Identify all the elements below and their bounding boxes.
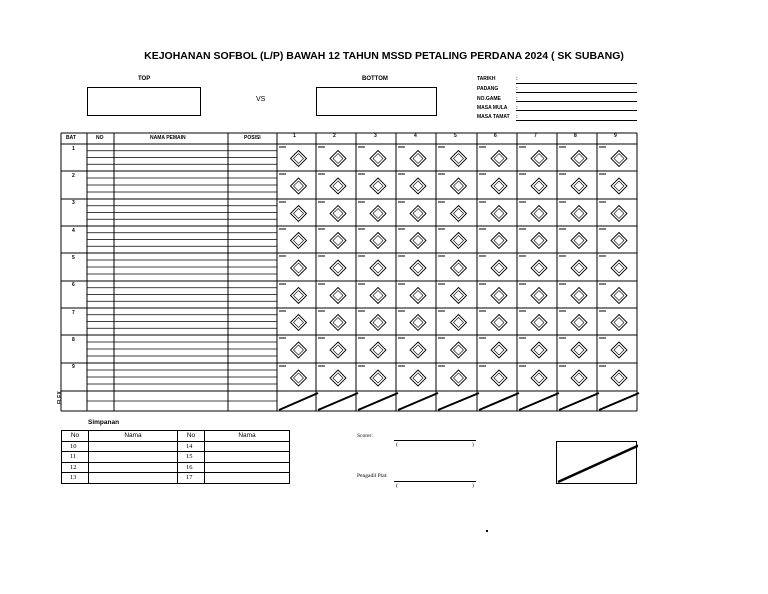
sub-name[interactable]: [205, 473, 290, 484]
base-diamond-inner: [413, 318, 423, 328]
base-diamond-inner: [494, 291, 504, 301]
inning-header: 4: [414, 133, 417, 139]
base-diamond: [611, 288, 627, 304]
base-diamond: [611, 233, 627, 249]
inning-header: 3: [374, 133, 377, 139]
inning-header: 9: [614, 133, 617, 139]
base-diamond: [451, 151, 467, 167]
base-diamond: [410, 151, 426, 167]
table-row: [62, 441, 290, 452]
base-diamond: [611, 260, 627, 276]
sub-name[interactable]: [205, 462, 290, 473]
base-diamond: [291, 370, 307, 386]
base-diamond-inner: [574, 373, 584, 383]
bat-number: 6: [72, 282, 75, 288]
sub-name[interactable]: [89, 441, 178, 452]
base-diamond-inner: [614, 291, 624, 301]
base-diamond: [370, 233, 386, 249]
base-diamond-inner: [534, 291, 544, 301]
base-diamond-inner: [614, 209, 624, 219]
base-diamond: [330, 233, 346, 249]
base-diamond-inner: [494, 263, 504, 273]
base-diamond-inner: [373, 291, 383, 301]
flex-slash: [398, 393, 438, 410]
header-bat: BAT: [66, 135, 76, 141]
base-diamond-inner: [333, 154, 343, 164]
bat-number: 8: [72, 337, 75, 343]
base-diamond-inner: [534, 209, 544, 219]
base-diamond: [531, 206, 547, 222]
bat-number: 7: [72, 310, 75, 316]
base-diamond: [330, 151, 346, 167]
sub-no: 16: [178, 462, 205, 473]
subs-table: [61, 430, 290, 484]
info-sep: :: [516, 96, 518, 102]
base-diamond: [370, 151, 386, 167]
base-diamond: [531, 315, 547, 331]
sub-no: 12: [62, 462, 89, 473]
base-diamond-inner: [333, 345, 343, 355]
base-diamond-inner: [294, 181, 304, 191]
sub-no: 17: [178, 473, 205, 484]
base-diamond: [370, 315, 386, 331]
flex-slash: [318, 393, 358, 410]
base-diamond: [291, 260, 307, 276]
base-diamond: [291, 342, 307, 358]
base-diamond-inner: [454, 209, 464, 219]
base-diamond: [291, 288, 307, 304]
dot-mark: [486, 530, 488, 532]
base-diamond-inner: [373, 263, 383, 273]
inning-header: 5: [454, 133, 457, 139]
base-diamond-inner: [373, 209, 383, 219]
scorer-open-paren: (: [396, 442, 398, 448]
base-diamond: [611, 151, 627, 167]
base-diamond-inner: [413, 373, 423, 383]
subs-header-nama: Nama: [205, 431, 290, 442]
table-row: [62, 452, 290, 463]
base-diamond: [531, 342, 547, 358]
base-diamond-inner: [333, 236, 343, 246]
base-diamond-inner: [614, 373, 624, 383]
base-diamond-inner: [413, 263, 423, 273]
inning-header: 1: [293, 133, 296, 139]
base-diamond-inner: [534, 154, 544, 164]
base-diamond-inner: [373, 373, 383, 383]
base-diamond: [531, 178, 547, 194]
bat-number: 2: [72, 173, 75, 179]
header-nama-pemain: NAMA PEMAIN: [150, 135, 186, 141]
base-diamond-inner: [574, 181, 584, 191]
base-diamond-inner: [294, 154, 304, 164]
sub-no: 10: [62, 441, 89, 452]
flex-slash: [279, 393, 318, 410]
base-diamond-inner: [333, 318, 343, 328]
base-diamond-inner: [534, 345, 544, 355]
bottom-team-label: BOTTOM: [362, 76, 388, 82]
base-diamond: [451, 260, 467, 276]
base-diamond-inner: [373, 236, 383, 246]
base-diamond: [571, 342, 587, 358]
base-diamond-inner: [373, 154, 383, 164]
info-sep: :: [516, 114, 518, 120]
base-diamond: [611, 178, 627, 194]
base-diamond-inner: [294, 236, 304, 246]
table-row: [62, 473, 290, 484]
base-diamond-inner: [534, 236, 544, 246]
base-diamond: [410, 288, 426, 304]
base-diamond-inner: [333, 181, 343, 191]
base-diamond: [571, 260, 587, 276]
referee-close-paren: ): [472, 483, 474, 489]
base-diamond-inner: [373, 181, 383, 191]
base-diamond: [370, 370, 386, 386]
base-diamond: [330, 315, 346, 331]
base-diamond-inner: [574, 345, 584, 355]
base-diamond: [410, 233, 426, 249]
info-sep: :: [516, 105, 518, 111]
base-diamond: [370, 178, 386, 194]
sub-name[interactable]: [205, 441, 290, 452]
base-diamond: [611, 342, 627, 358]
scorer-signature-line[interactable]: [394, 440, 476, 441]
base-diamond-inner: [333, 373, 343, 383]
base-diamond: [410, 260, 426, 276]
base-diamond-inner: [294, 291, 304, 301]
base-diamond-inner: [454, 291, 464, 301]
info-sep: :: [516, 76, 518, 82]
flex-slash: [358, 393, 398, 410]
scorer-close-paren: ): [472, 442, 474, 448]
base-diamond-inner: [373, 345, 383, 355]
base-diamond-inner: [413, 209, 423, 219]
base-diamond-inner: [534, 263, 544, 273]
base-diamond: [571, 370, 587, 386]
info-label-no-game: NO.GAME: [477, 96, 501, 102]
inning-header: 8: [574, 133, 577, 139]
base-diamond-inner: [574, 236, 584, 246]
base-diamond-inner: [454, 345, 464, 355]
base-diamond: [611, 315, 627, 331]
info-label-masa-mula: MASA MULA: [477, 105, 508, 111]
base-diamond-inner: [294, 345, 304, 355]
base-diamond-inner: [413, 154, 423, 164]
base-diamond: [571, 151, 587, 167]
sub-name[interactable]: [89, 462, 178, 473]
base-diamond: [531, 233, 547, 249]
inning-header: 6: [494, 133, 497, 139]
base-diamond: [531, 260, 547, 276]
subs-header-nama: Nama: [89, 431, 178, 442]
base-diamond-inner: [413, 345, 423, 355]
flex-label: FLEX: [57, 391, 63, 404]
base-diamond: [451, 370, 467, 386]
sub-no: 15: [178, 452, 205, 463]
top-team-label: TOP: [138, 76, 151, 82]
slash-line: [558, 443, 638, 482]
info-label-tarikh: TARIKH: [477, 76, 496, 82]
base-diamond-inner: [614, 263, 624, 273]
base-diamond-inner: [614, 181, 624, 191]
base-diamond-inner: [534, 181, 544, 191]
flex-slash: [599, 393, 639, 410]
base-diamond: [410, 206, 426, 222]
base-diamond: [370, 342, 386, 358]
base-diamond-inner: [413, 291, 423, 301]
base-diamond-inner: [534, 318, 544, 328]
base-diamond-inner: [373, 318, 383, 328]
base-diamond-inner: [574, 154, 584, 164]
flex-slash: [438, 393, 479, 410]
flex-slash: [479, 393, 519, 410]
base-diamond-inner: [494, 373, 504, 383]
base-diamond: [410, 315, 426, 331]
base-diamond: [291, 206, 307, 222]
base-diamond: [491, 151, 507, 167]
base-diamond-inner: [454, 318, 464, 328]
base-diamond-inner: [294, 209, 304, 219]
base-diamond: [611, 370, 627, 386]
bat-number: 9: [72, 364, 75, 370]
sub-name[interactable]: [205, 452, 290, 463]
base-diamond: [370, 206, 386, 222]
base-diamond-inner: [494, 209, 504, 219]
inning-header: 2: [333, 133, 336, 139]
sub-no: 13: [62, 473, 89, 484]
base-diamond-inner: [333, 263, 343, 273]
base-diamond: [531, 288, 547, 304]
base-diamond: [451, 178, 467, 194]
base-diamond-inner: [534, 373, 544, 383]
sub-no: 11: [62, 452, 89, 463]
referee-signature-line[interactable]: [394, 481, 476, 482]
page-title: KEJOHANAN SOFBOL (L/P) BAWAH 12 TAHUN MSSD PETALING PERDANA 2024 ( SK SUBANG): [144, 50, 624, 62]
base-diamond-inner: [494, 154, 504, 164]
base-diamond: [451, 288, 467, 304]
base-diamond-inner: [454, 373, 464, 383]
sub-name[interactable]: [89, 452, 178, 463]
base-diamond: [571, 315, 587, 331]
info-label-padang: PADANG: [477, 86, 499, 92]
base-diamond-inner: [413, 181, 423, 191]
base-diamond-inner: [413, 236, 423, 246]
referee-label: Pengadil Plat:: [357, 473, 388, 479]
base-diamond-inner: [294, 318, 304, 328]
base-diamond: [330, 288, 346, 304]
bat-number: 1: [72, 146, 75, 152]
base-diamond-inner: [614, 236, 624, 246]
info-label-masa-tamat: MASA TAMAT: [477, 114, 510, 120]
flex-slash: [559, 393, 599, 410]
base-diamond: [330, 370, 346, 386]
base-diamond: [330, 260, 346, 276]
base-diamond: [491, 288, 507, 304]
bat-number: 5: [72, 255, 75, 261]
base-diamond: [531, 370, 547, 386]
inning-header: 7: [534, 133, 537, 139]
base-diamond: [611, 206, 627, 222]
base-diamond-inner: [574, 263, 584, 273]
sub-name[interactable]: [89, 473, 178, 484]
base-diamond-inner: [614, 318, 624, 328]
base-diamond: [491, 260, 507, 276]
base-diamond: [330, 342, 346, 358]
subs-header-no: No: [62, 431, 89, 442]
header-posisi: POSISI: [244, 135, 261, 141]
base-diamond-inner: [574, 209, 584, 219]
base-diamond: [291, 178, 307, 194]
base-diamond-inner: [494, 345, 504, 355]
bat-number: 4: [72, 228, 75, 234]
base-diamond-inner: [494, 181, 504, 191]
base-diamond-inner: [574, 291, 584, 301]
base-diamond: [330, 178, 346, 194]
vs-label: VS: [256, 96, 266, 103]
base-diamond: [571, 206, 587, 222]
bat-number: 3: [72, 200, 75, 206]
base-diamond: [291, 151, 307, 167]
table-row: [62, 462, 290, 473]
base-diamond: [410, 370, 426, 386]
base-diamond: [451, 342, 467, 358]
base-diamond-inner: [574, 318, 584, 328]
base-diamond-inner: [294, 263, 304, 273]
base-diamond: [291, 233, 307, 249]
base-diamond-inner: [454, 154, 464, 164]
base-diamond-inner: [494, 236, 504, 246]
base-diamond: [571, 178, 587, 194]
subs-title: Simpanan: [88, 419, 120, 426]
base-diamond: [370, 288, 386, 304]
base-diamond: [491, 206, 507, 222]
base-diamond-inner: [454, 236, 464, 246]
base-diamond: [370, 260, 386, 276]
base-diamond: [491, 342, 507, 358]
base-diamond-inner: [333, 209, 343, 219]
base-diamond: [410, 342, 426, 358]
referee-open-paren: (: [396, 483, 398, 489]
base-diamond-inner: [614, 154, 624, 164]
base-diamond: [451, 233, 467, 249]
base-diamond: [410, 178, 426, 194]
flex-slash: [519, 393, 559, 410]
base-diamond: [330, 206, 346, 222]
base-diamond: [291, 315, 307, 331]
base-diamond-inner: [454, 181, 464, 191]
sub-no: 14: [178, 441, 205, 452]
base-diamond: [491, 178, 507, 194]
base-diamond: [491, 315, 507, 331]
base-diamond-inner: [294, 373, 304, 383]
base-diamond-inner: [333, 291, 343, 301]
base-diamond-inner: [454, 263, 464, 273]
header-no: NO: [96, 135, 104, 141]
base-diamond: [571, 233, 587, 249]
base-diamond: [531, 151, 547, 167]
base-diamond-inner: [614, 345, 624, 355]
base-diamond: [451, 206, 467, 222]
base-diamond: [451, 315, 467, 331]
base-diamond: [491, 233, 507, 249]
base-diamond: [491, 370, 507, 386]
subs-header-no: No: [178, 431, 205, 442]
base-diamond: [571, 288, 587, 304]
base-diamond-inner: [494, 318, 504, 328]
info-sep: :: [516, 86, 518, 92]
scorer-label: Scorer:: [357, 433, 373, 439]
score-box[interactable]: [556, 441, 638, 485]
